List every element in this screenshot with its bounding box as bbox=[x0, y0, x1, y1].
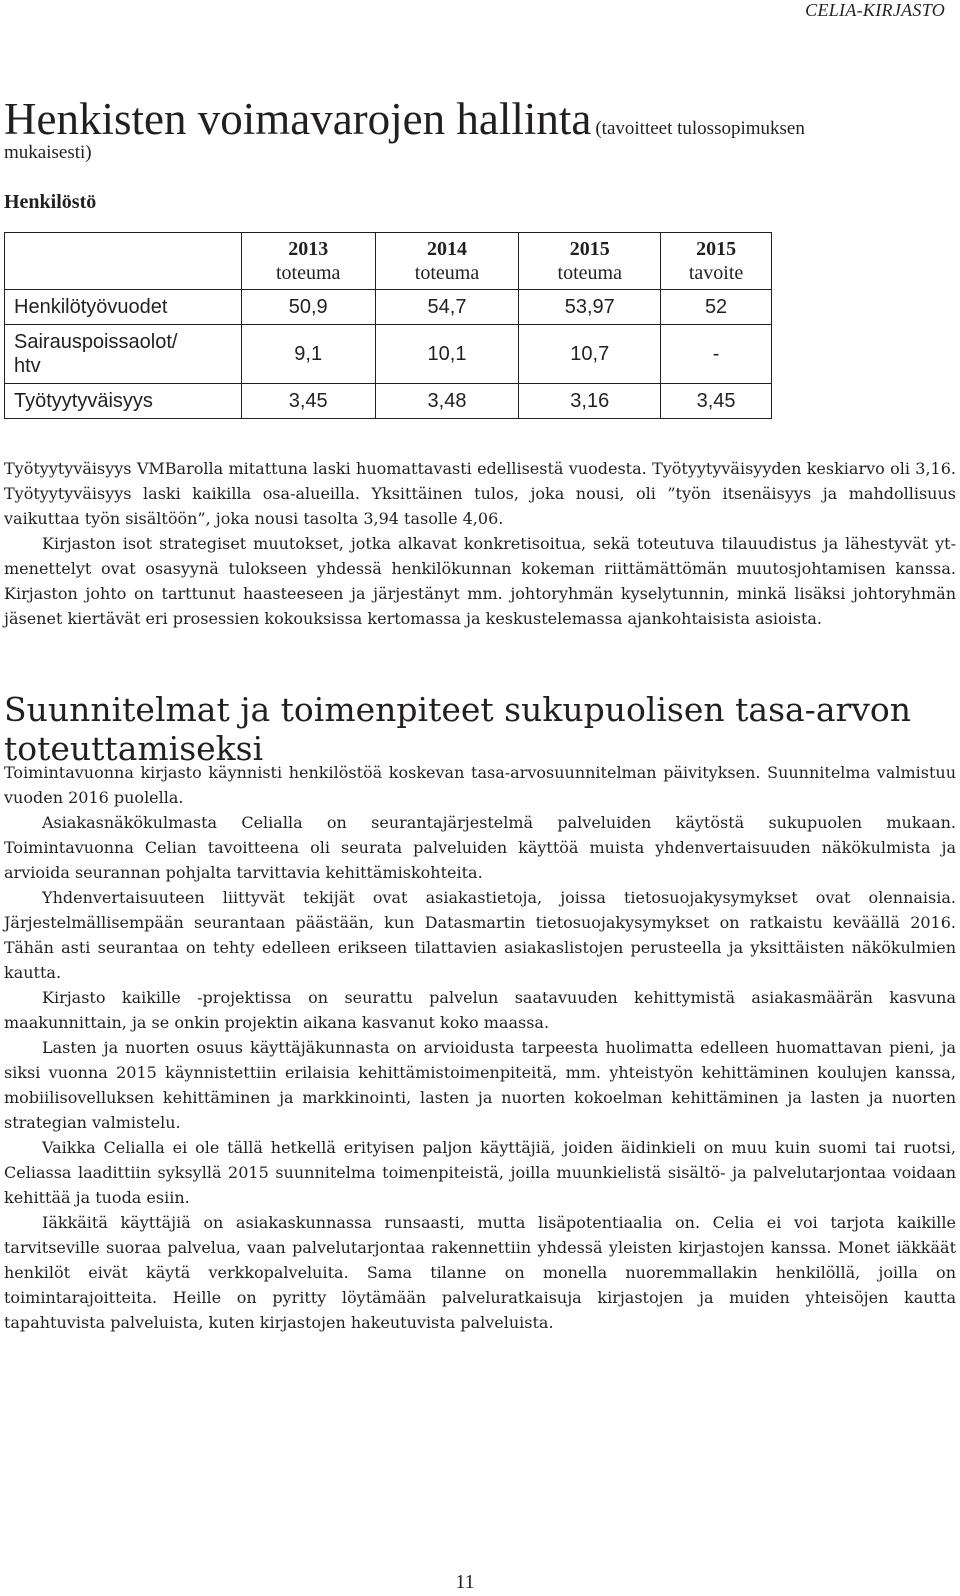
page-title-block bbox=[4, 96, 934, 163]
personnel-text bbox=[4, 456, 956, 631]
section-heading: Henkilöstö bbox=[4, 191, 97, 213]
table-cell: 10,1 bbox=[375, 325, 519, 384]
table-cell: 53,97 bbox=[519, 290, 661, 325]
table-header-cell bbox=[241, 233, 375, 290]
header-kind: toteuma bbox=[275, 262, 341, 284]
table-cell: - bbox=[661, 325, 772, 384]
page-title: Henkisten voimavarojen hallinta bbox=[4, 94, 592, 144]
table-header-empty bbox=[5, 233, 242, 290]
table-header-row bbox=[5, 233, 772, 290]
equality-text bbox=[4, 760, 956, 1335]
table-header-cell bbox=[519, 233, 661, 290]
header-year: 2015 bbox=[569, 238, 610, 260]
header-year: 2015 bbox=[696, 238, 737, 260]
paragraph: Toimintavuonna kirjasto käynnisti henkilöstöä koskevan tasa-arvosuunnitelman päivityksen. Suunnitelma valmistuu vuoden 2016 puolella. bbox=[4, 763, 956, 807]
table-row bbox=[5, 384, 772, 419]
table-row bbox=[5, 325, 772, 384]
table-header-cell bbox=[661, 233, 772, 290]
paragraph: Yhdenvertaisuuteen liittyvät tekijät ovat asiakastietoja, joissa tietosuojakysymykset ovat olennaisia. Järjestelmällisempään seurantaan päästään, kun Datasmartin tietosuojakysymykset on ratkaistu keväällä 2016. Tähän asti seurantaa on tehty edelleen erikseen tilattavien asiakaslistojen perusteella ja yksittäisten näkökulmien kautta. bbox=[4, 888, 956, 982]
paragraph: Kirjasto kaikille -projektissa on seurattu palvelun saatavuuden kehittymistä asiakasmäärän kasvuna maakunnittain, ja se onkin projektin aikana kasvanut koko maassa. bbox=[4, 988, 956, 1032]
page-subtitle-continued: mukaisesti) bbox=[4, 142, 92, 164]
table-row bbox=[5, 290, 772, 325]
row-label-line: htv bbox=[14, 355, 41, 377]
row-label: Henkilötyövuodet bbox=[5, 290, 242, 325]
paragraph: Iäkkäitä käyttäjiä on asiakaskunnassa runsaasti, mutta lisäpotentiaalia on. Celia ei voi tarjota kaikille tarvitseville suoraa palvelua, vaan palvelutarjontaa rakennettiin yhdessä yleisten kirjastojen kanssa. Monet iäkkäät henkilöt eivät käytä verkkopalveluita. Sama tilanne on monella nuoremmallakin henkilöllä, joilla on toimintarajoitteita. Heille on pyritty löytämään palveluratkaisuja kirjastojen ja muiden yhteisöjen kautta tapahtuvista palveluista, kuten kirjastojen hakeutuvista palveluista. bbox=[4, 1213, 956, 1332]
header-kind: toteuma bbox=[557, 262, 622, 284]
paragraph: Työtyytyväisyys VMBarolla mitattuna laski huomattavasti edellisestä vuodesta. Työtyytyväisyyden keskiarvo oli 3,16. Työtyytyväisyys laski kaikilla osa-alueilla. Yksittäinen tulos, joka nousi, oli ”työn itsenäisyys ja mahdollisuus vaikuttaa työn sisältöön”, joka nousi tasolta 3,94 tasolle 4,06. bbox=[4, 459, 956, 528]
header-kind: tavoite bbox=[688, 262, 744, 284]
paragraph: Vaikka Celialla ei ole tällä hetkellä erityisen paljon käyttäjiä, joiden äidinkieli on muu kuin suomi tai ruotsi, Celiassa laadittiin syksyllä 2015 suunnitelma toimenpiteistä, joilla muunkielistä sisältö- ja palvelutarjontaa voidaan kehittää ja tuoda esiin. bbox=[4, 1138, 956, 1207]
header-year: 2014 bbox=[426, 238, 467, 260]
paragraph: Lasten ja nuorten osuus käyttäjäkunnasta on arvioidusta tarpeesta huolimatta edelleen huomattavan pieni, ja siksi vuonna 2015 käynnistettiin erilaisia kehittämistoimenpiteitä, mm. yhteistyön kehittäminen koulujen kanssa, mobiilisovelluksen kehittäminen ja markkinointi, lasten ja nuorten kokoelman kehittäminen ja lasten ja nuorten strategian valmistelu. bbox=[4, 1038, 956, 1132]
row-label-line: Sairauspoissaolot/ bbox=[14, 331, 178, 353]
paragraph: Kirjaston isot strategiset muutokset, jotka alkavat konkretisoitua, sekä toteutuva tilauudistus ja lähestyvät yt-menettelyt ovat osasyynä tulokseen yhdessä henkilökunnan kokeman riittämättömän muutosjohtamisen kanssa. Kirjaston johto on tarttunut haasteeseen ja järjestänyt mm. johtoryhmän kyselytunnin, minkä lisäksi johtoryhmän jäsenet kiertävät eri prosessien kokouksissa kertomassa ja keskustelemassa ajankohtaisista asioista. bbox=[4, 534, 956, 628]
table-cell: 50,9 bbox=[241, 290, 375, 325]
table-cell: 10,7 bbox=[519, 325, 661, 384]
header-kind: toteuma bbox=[414, 262, 480, 284]
paragraph: Asiakasnäkökulmasta Celialla on seurantajärjestelmä palveluiden käytöstä sukupuolen mukaan. Toimintavuonna Celian tavoitteena oli seurata palveluiden käyttöä muista yhdenvertaisuuden näkökulmista ja arvioida seurannan pohjalta tarvittavia kehittämiskohteita. bbox=[4, 813, 956, 882]
table-cell: 3,45 bbox=[661, 384, 772, 419]
section-heading-equality: Suunnitelmat ja toimenpiteet sukupuolisen tasa-arvon toteuttamiseksi bbox=[4, 690, 912, 768]
table-cell: 3,48 bbox=[375, 384, 519, 419]
header-year: 2013 bbox=[288, 238, 329, 260]
table-cell: 52 bbox=[661, 290, 772, 325]
page-subtitle-inline: (tavoitteet tulossopimuksen bbox=[595, 118, 805, 139]
page-number: 11 bbox=[455, 1571, 475, 1593]
table-cell: 3,45 bbox=[241, 384, 375, 419]
personnel-table bbox=[4, 232, 772, 419]
row-label: Työtyytyväisyys bbox=[5, 384, 242, 419]
table-cell: 54,7 bbox=[375, 290, 519, 325]
table-header-cell bbox=[375, 233, 519, 290]
table-cell: 3,16 bbox=[519, 384, 661, 419]
table-cell: 9,1 bbox=[241, 325, 375, 384]
row-label bbox=[5, 325, 242, 384]
header-label: CELIA-KIRJASTO bbox=[805, 0, 945, 20]
